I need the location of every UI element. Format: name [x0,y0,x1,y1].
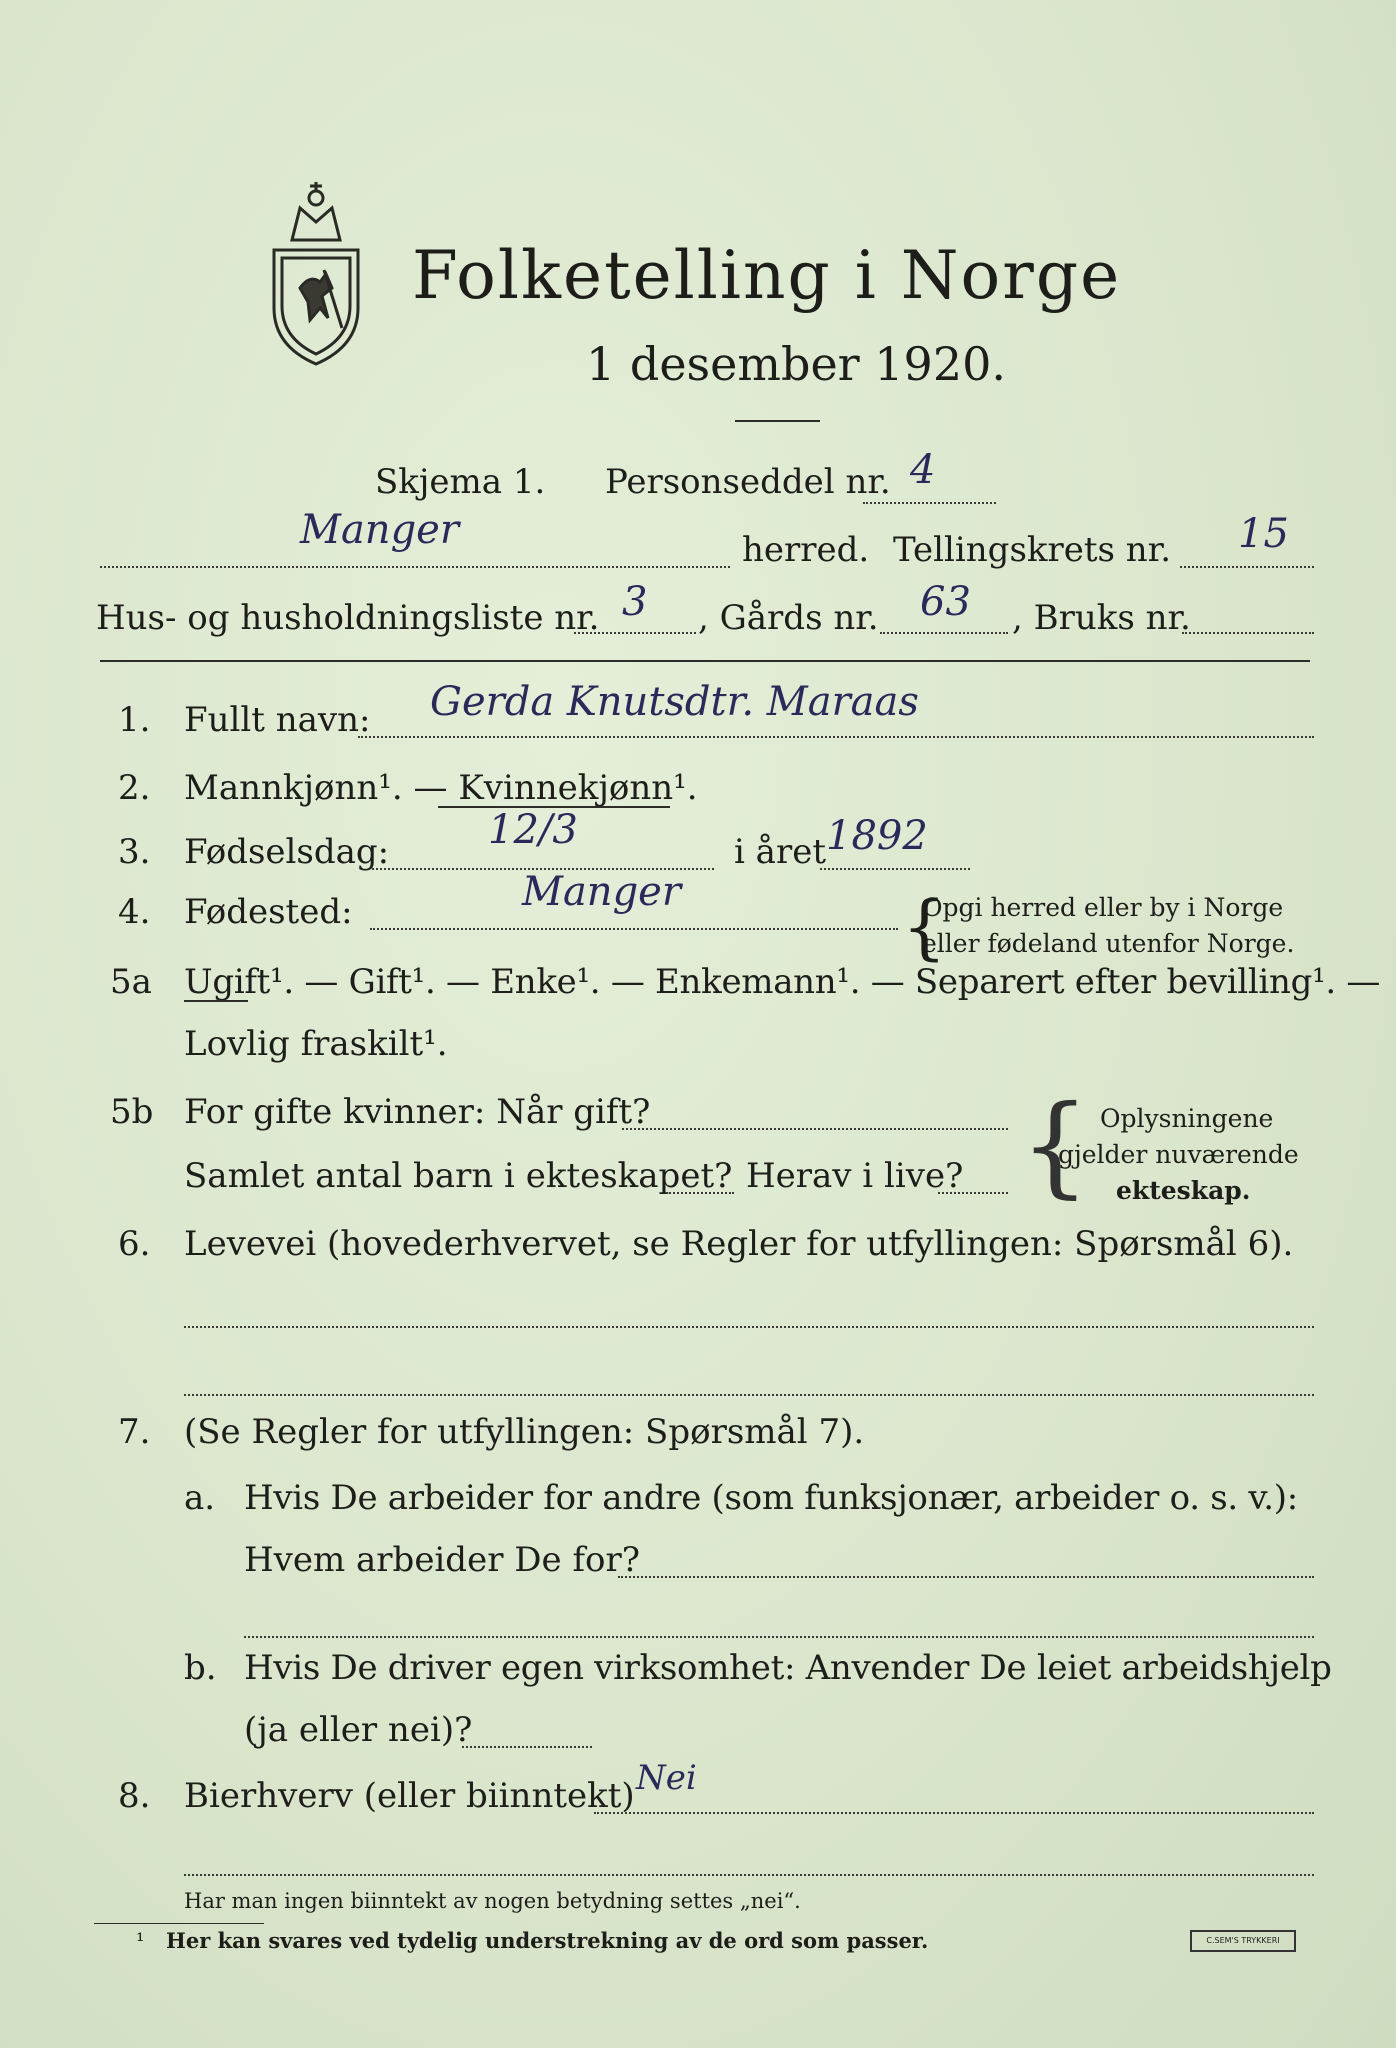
q5b-children-field[interactable] [666,1152,734,1194]
q5b-note-line3: ekteskap. [1116,1176,1251,1205]
q8-field[interactable] [594,1772,1314,1814]
q1-number: 1. [118,700,151,740]
q7a-label-line2: Hvem arbeider De for? [244,1540,640,1580]
gards-label: , Gårds nr. [698,598,879,638]
q6-field-line1[interactable] [184,1286,1314,1328]
q4-value: Manger [522,869,681,915]
q3-year-label: i året [734,832,826,872]
tellingskrets-label: Tellingskrets nr. [893,530,1172,570]
q6-field-line2[interactable] [184,1354,1314,1396]
q3-number: 3. [118,832,151,872]
q3-label: Fødselsdag: [184,832,390,872]
title-divider [735,420,820,422]
gards-value: 63 [920,579,971,625]
q5a-label-line2: Lovlig fraskilt¹. [184,1024,448,1064]
footnote-divider [94,1923,264,1924]
q5b-when-married-field[interactable] [622,1088,1008,1130]
q7b-field[interactable] [462,1706,592,1748]
footnote-mark: ¹ [136,1929,145,1953]
q8-field-line2[interactable] [184,1834,1314,1876]
q1-label: Fullt navn: [184,700,371,740]
printer-stamp [1190,1930,1296,1952]
q7a-label: Hvis De arbeider for andre (som funksjonær, arbeider o. s. v.): [244,1478,1298,1518]
bruks-label: , Bruks nr. [1012,598,1191,638]
personseddel-label: Personseddel nr. [605,462,891,502]
q5a-number: 5a [110,962,152,1002]
q5b-number: 5b [110,1092,154,1132]
q7-number: 7. [118,1412,151,1452]
header-divider [100,660,1310,662]
q5b-children-label: Samlet antal barn i ekteskapet? [184,1156,733,1196]
q8-number: 8. [118,1776,151,1816]
footnote-text: Her kan svares ved tydelig understrekning av de ord som passer. [166,1928,929,1953]
q7-label: (Se Regler for utfyllingen: Spørsmål 7). [184,1412,865,1452]
q4-number: 4. [118,892,151,932]
form-title: Folketelling i Norge [412,237,1122,314]
footer-note: Har man ingen biinntekt av nogen betydning settes „nei“. [184,1889,801,1913]
q5b-note-brace: { [1020,1081,1090,1209]
herred-value: Manger [300,507,459,553]
hus-label: Hus- og husholdningsliste nr. [96,598,600,638]
q8-value: Nei [636,1758,697,1798]
coat-of-arms-icon [262,178,370,368]
personseddel-value: 4 [910,447,936,493]
q8-label: Bierhverv (eller biinntekt) [184,1776,635,1816]
q5b-alive-label: Herav i live? [746,1156,964,1196]
hus-value: 3 [622,579,648,625]
q5b-note-line1: Oplysningene [1100,1104,1274,1133]
q5b-alive-field[interactable] [938,1152,1008,1194]
q3-year-value: 1892 [826,813,928,859]
schema-label: Skjema 1. [375,462,546,502]
q7a-field-line1[interactable] [618,1536,1314,1578]
bruks-field[interactable] [1182,592,1314,634]
q2-label: Mannkjønn¹. — Kvinnekjønn¹. [184,768,698,808]
q7b-label-line2: (ja eller nei)? [244,1710,473,1750]
q6-number: 6. [118,1224,151,1264]
q5b-note-line2: gjelder nuværende [1058,1140,1299,1169]
q7a-field-line2[interactable] [244,1596,1314,1638]
q4-note-brace: { [902,886,947,968]
q5a-underline-ugift [184,1000,248,1002]
q4-label: Fødested: [184,892,353,932]
q5a-label: Ugift¹. — Gift¹. — Enke¹. — Enkemann¹. — Separert efter bevilling¹. — [184,962,1381,1002]
q4-note-line1: Opgi herred eller by i Norge [922,893,1284,922]
q3-value: 12/3 [488,807,578,853]
form-date: 1 desember 1920. [586,337,1006,391]
q2-number: 2. [118,768,151,808]
q7b-label: Hvis De driver egen virksomhet: Anvender De leiet arbeidshjelp [244,1648,1332,1688]
tellingskrets-value: 15 [1238,511,1289,557]
q6-label: Levevei (hovederhvervet, se Regler for utfyllingen: Spørsmål 6). [184,1224,1294,1264]
q1-value: Gerda Knutsdtr. Maraas [430,679,919,725]
herred-label: herred. [742,530,870,570]
q5b-label: For gifte kvinner: Når gift? [184,1092,651,1132]
printer-stamp-text: C.SEM'S TRYKKERI [1206,1936,1280,1945]
q7b-number: b. [184,1648,217,1688]
q7a-number: a. [184,1478,216,1518]
q4-note-line2: eller fødeland utenfor Norge. [922,929,1295,958]
